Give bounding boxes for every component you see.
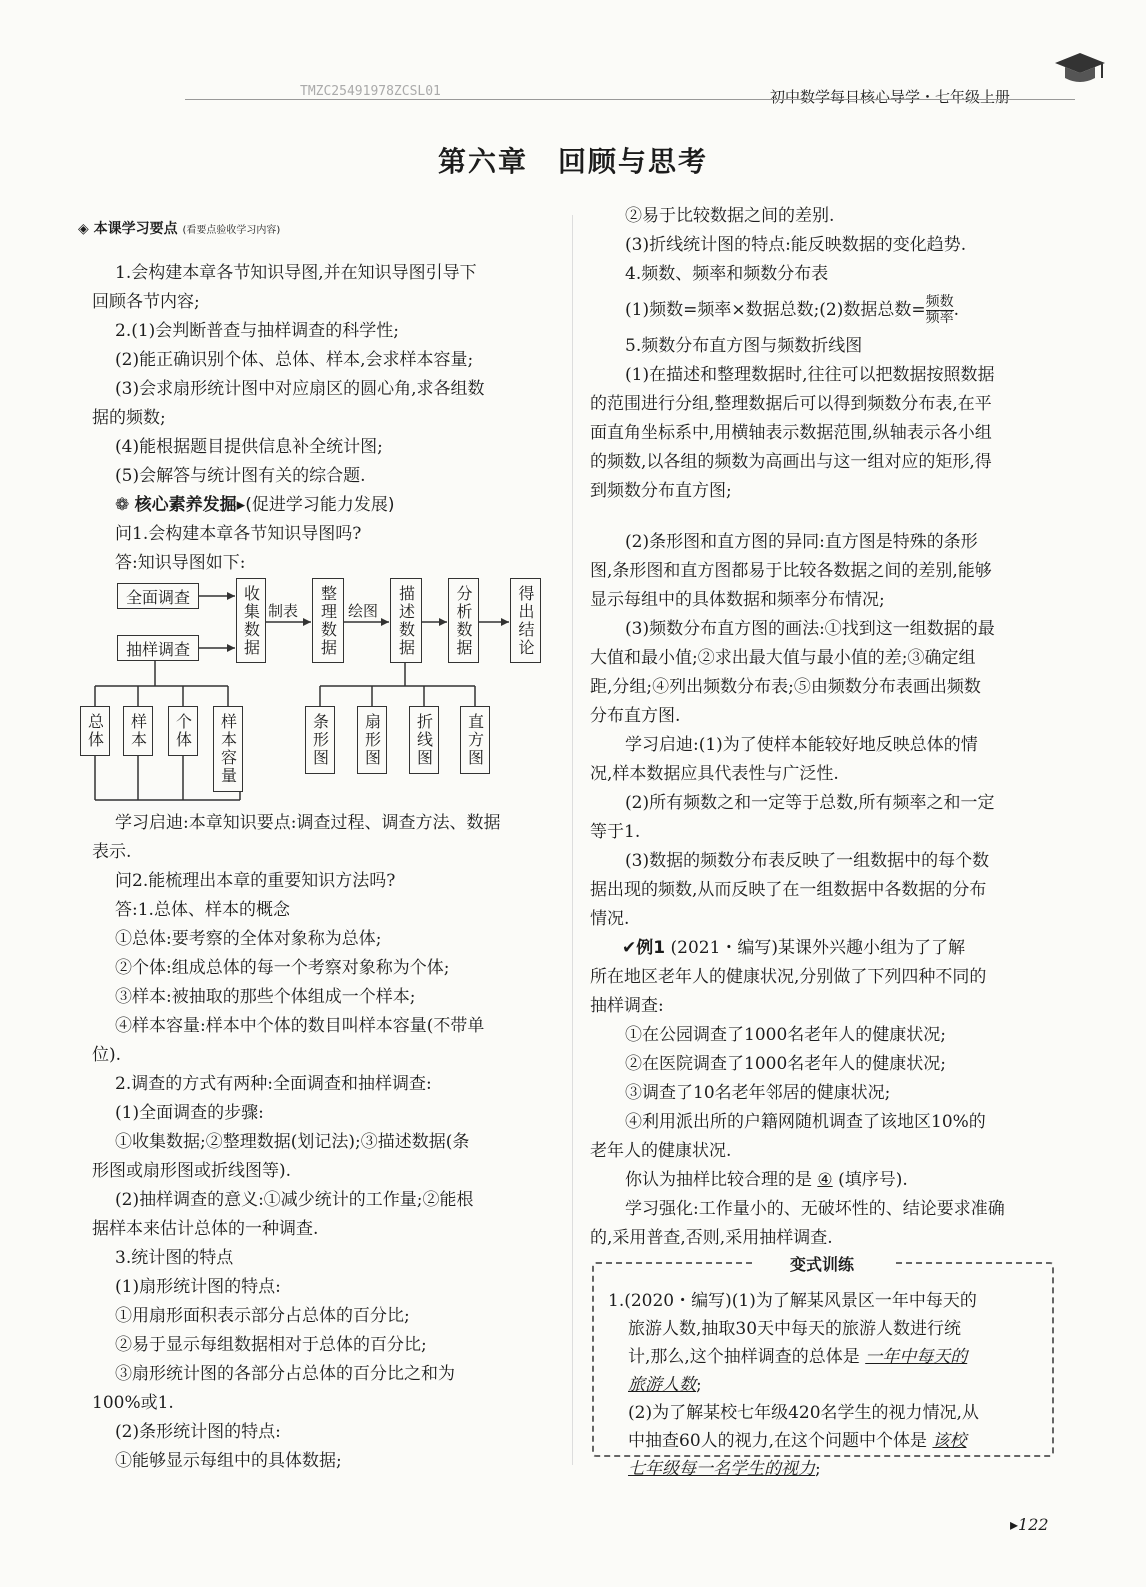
box-sample-size: 样本容量: [213, 706, 243, 792]
text-line: 抽样调查:: [590, 996, 664, 1016]
page-arrow-icon: ▸: [1010, 1515, 1019, 1534]
formula-prefix: (1)频数=频率×数据总数;(2)数据总数=: [625, 300, 926, 320]
text-line: ④利用派出所的户籍网随机调查了该地区10%的: [625, 1112, 986, 1132]
text-line: 形图或扇形图或折线图等).: [92, 1161, 292, 1181]
book-code: TMZC25491978ZCSL01: [300, 84, 441, 99]
formula-fraction: [926, 295, 954, 326]
exercise-answer-2b-line: 七年级每一名学生的视力;: [628, 1459, 821, 1479]
exercise-answer-1b-line: 旅游人数;: [628, 1375, 702, 1395]
text-line: 的频数,以各组的频数为高画出与这一组对应的矩形,得: [590, 452, 992, 472]
text-line: (2)抽样调查的意义:①减少统计的工作量;②能根: [115, 1190, 474, 1210]
formula-denominator: 频率: [925, 310, 954, 326]
text-line: 表示.: [92, 842, 132, 862]
box-describe: 描述数据: [390, 578, 422, 663]
label-draw: 绘图: [348, 602, 379, 620]
text-line: 情况.: [590, 909, 630, 929]
text-line: ②个体:组成总体的每一个考察对象称为个体;: [115, 958, 450, 978]
text-line: 3.统计图的特点: [115, 1248, 234, 1268]
core-tag-note: (促进学习能力发展): [245, 495, 395, 515]
text-line: (2)条形统计图的特点:: [115, 1422, 281, 1442]
text-line: 学习强化:工作量小的、无破坏性的、结论要求准确: [625, 1199, 1005, 1219]
exercise-tag: 变式训练: [752, 1252, 892, 1278]
example-answer: ④: [817, 1170, 833, 1190]
text-line: 况,样本数据应具代表性与广泛性.: [590, 764, 839, 784]
answer-1: 答:知识导图如下:: [115, 553, 246, 573]
exercise-q1-text: 计,那么,这个抽样调查的总体是: [628, 1347, 860, 1367]
box-line-chart: 折线图: [409, 706, 439, 774]
text-line: (2)条形图和直方图的异同:直方图是特殊的条形: [625, 532, 978, 552]
text-line: 学习启迪:本章知识要点:调查过程、调查方法、数据: [115, 813, 501, 833]
exercise-q2: [628, 1430, 966, 1452]
check-icon: ✔: [622, 938, 637, 958]
text-line: 距,分组;④列出频数分布表;⑤由频数分布表画出频数: [590, 677, 981, 697]
text-line: 面直角坐标系中,用横轴表示数据范围,纵轴表示各小组: [590, 423, 992, 443]
triangle-icon: ▸: [236, 495, 246, 515]
example-q-prefix: 你认为抽样比较合理的是: [625, 1170, 812, 1190]
text-line: 5.频数分布直方图与频数折线图: [625, 336, 863, 356]
box-sample: 样本: [123, 706, 153, 756]
text-line: (2)所有频数之和一定等于总数,所有频率之和一定: [625, 793, 995, 813]
text-line: ①用扇形面积表示部分占总体的百分比;: [115, 1306, 410, 1326]
text-line: (1)在描述和整理数据时,往往可以把数据按照数据: [625, 365, 995, 385]
text-line: 据样本来估计总体的一种调查.: [92, 1219, 319, 1239]
text-line: 旅游人数,抽取30天中每天的旅游人数进行统: [628, 1319, 962, 1339]
text-line: 大值和最小值;②求出最大值与最小值的差;③确定组: [590, 648, 976, 668]
text-line: ②易于显示每组数据相对于总体的百分比;: [115, 1335, 427, 1355]
example-label: 例1: [636, 938, 666, 958]
page-number-value: 122: [1018, 1515, 1049, 1534]
box-pie-chart: 扇形图: [357, 706, 387, 774]
box-histogram: 直方图: [460, 706, 490, 774]
box-full-survey: 全面调查: [117, 583, 199, 609]
text-line: 等于1.: [590, 822, 641, 842]
text-line: 4.频数、频率和频数分布表: [625, 264, 829, 284]
exercise-answer-2b: 七年级每一名学生的视力: [628, 1459, 815, 1479]
text-line: 图,条形图和直方图都易于比较各数据之间的差别,能够: [590, 561, 992, 581]
text-line: 的范围进行分组,整理数据后可以得到频数分布表,在平: [590, 394, 992, 414]
box-bar-chart: 条形图: [305, 706, 335, 774]
box-collect: 收集数据: [236, 578, 266, 663]
text-line: 回顾各节内容;: [92, 292, 200, 312]
text-line: 答:1.总体、样本的概念: [115, 900, 290, 920]
text-line: 的,采用普查,否则,采用抽样调查.: [590, 1228, 833, 1248]
text-line: ①能够显示每组中的具体数据;: [115, 1451, 342, 1471]
label-tabulate: 制表: [268, 602, 299, 620]
formula-numerator: 频数: [925, 294, 954, 310]
box-organize: 整理数据: [312, 578, 344, 663]
text-line: 2.(1)会判断普查与抽样调查的科学性;: [115, 321, 400, 341]
core-tag-label: 核心素养发掘: [134, 495, 237, 515]
text-line: (4)能根据题目提供信息补全统计图;: [115, 437, 383, 457]
exercise-q2-text: 中抽查60人的视力,在这个问题中个体是: [628, 1431, 928, 1451]
box-conclude: 得出结论: [510, 578, 541, 663]
chapter-title: 第六章 回顾与思考: [437, 145, 708, 178]
text-line: 显示每组中的具体数据和频率分布情况;: [590, 590, 885, 610]
example-q-suffix: (填序号).: [838, 1170, 908, 1190]
exercise-q1: [628, 1346, 967, 1368]
example-1-line: [622, 937, 965, 959]
text-line: (5)会解答与统计图有关的综合题.: [115, 466, 366, 486]
text-line: ③调查了10名老年邻居的健康状况;: [625, 1083, 891, 1103]
text-line: (2)为了解某校七年级420名学生的视力情况,从: [628, 1403, 979, 1423]
exercise-answer-1a: 一年中每天的: [865, 1347, 968, 1367]
section-tag-note: (看要点验收学习内容): [182, 225, 281, 236]
text-line: ③扇形统计图的各部分占总体的百分比之和为: [115, 1364, 455, 1384]
text-line: 据出现的频数,从而反映了在一组数据中各数据的分布: [590, 880, 987, 900]
formula-suffix: .: [953, 300, 960, 320]
text-line: ③样本:被抽取的那些个体组成一个样本;: [115, 987, 416, 1007]
box-population: 总体: [80, 706, 110, 756]
text-line: ①收集数据;②整理数据(划记法);③描述数据(条: [115, 1132, 470, 1152]
text-line: 学习启迪:(1)为了使样本能较好地反映总体的情: [625, 735, 978, 755]
example-text: (2021・编写)某课外兴趣小组为了了解: [670, 938, 966, 958]
text-line: 到频数分布直方图;: [590, 481, 732, 501]
text-line: (3)会求扇形统计图中对应扇区的圆心角,求各组数: [115, 379, 485, 399]
text-line: 1.会构建本章各节知识导图,并在知识导图引导下: [115, 263, 477, 283]
question-1: 问1.会构建本章各节知识导图吗?: [115, 524, 362, 544]
text-line: 老年人的健康状况.: [590, 1141, 732, 1161]
text-line: ②在医院调查了1000名老年人的健康状况;: [625, 1054, 946, 1074]
section-tag-label: 本课学习要点: [93, 221, 178, 237]
text-line: (3)频数分布直方图的画法:①找到这一组数据的最: [625, 619, 995, 639]
text-line: 位).: [92, 1045, 122, 1065]
exercise-answer-1b: 旅游人数: [628, 1375, 696, 1395]
section-tag-icon: ◈: [78, 221, 89, 237]
text-line: ①总体:要考察的全体对象称为总体;: [115, 929, 382, 949]
text-line: ①在公园调查了1000名老年人的健康状况;: [625, 1025, 946, 1045]
text-line: 所在地区老年人的健康状况,分别做了下列四种不同的: [590, 967, 987, 987]
text-line: (1)全面调查的步骤:: [115, 1103, 264, 1123]
box-individual: 个体: [168, 706, 198, 756]
exercise-answer-2a: 该校: [932, 1431, 967, 1451]
example-question: [625, 1169, 908, 1191]
formula-line: [625, 295, 959, 326]
text-line: 1.(2020・编写)(1)为了解某风景区一年中每天的: [608, 1291, 977, 1311]
text-line: (3)折线统计图的特点:能反映数据的变化趋势.: [625, 235, 967, 255]
text-line: 据的频数;: [92, 408, 166, 428]
box-sample-survey: 抽样调查: [117, 635, 199, 661]
page-number: [1010, 1515, 1049, 1534]
book-title: 初中数学每日核心导学・七年级上册: [770, 88, 1011, 106]
text-line: (2)能正确识别个体、总体、样本,会求样本容量;: [115, 350, 474, 370]
box-analyze: 分析数据: [448, 578, 479, 663]
core-tag-icon: ❁: [115, 495, 135, 515]
text-line: ②易于比较数据之间的差别.: [625, 206, 835, 226]
text-line: ④样本容量:样本中个体的数目叫样本容量(不带单: [115, 1016, 485, 1036]
text-line: (3)数据的频数分布表反映了一组数据中的每个数: [625, 851, 990, 871]
text-line: (1)扇形统计图的特点:: [115, 1277, 281, 1297]
text-line: 2.调查的方式有两种:全面调查和抽样调查:: [115, 1074, 432, 1094]
text-line: 分布直方图.: [590, 706, 681, 726]
text-line: 100%或1.: [92, 1393, 174, 1413]
text-line: 问2.能梳理出本章的重要知识方法吗?: [115, 871, 396, 891]
